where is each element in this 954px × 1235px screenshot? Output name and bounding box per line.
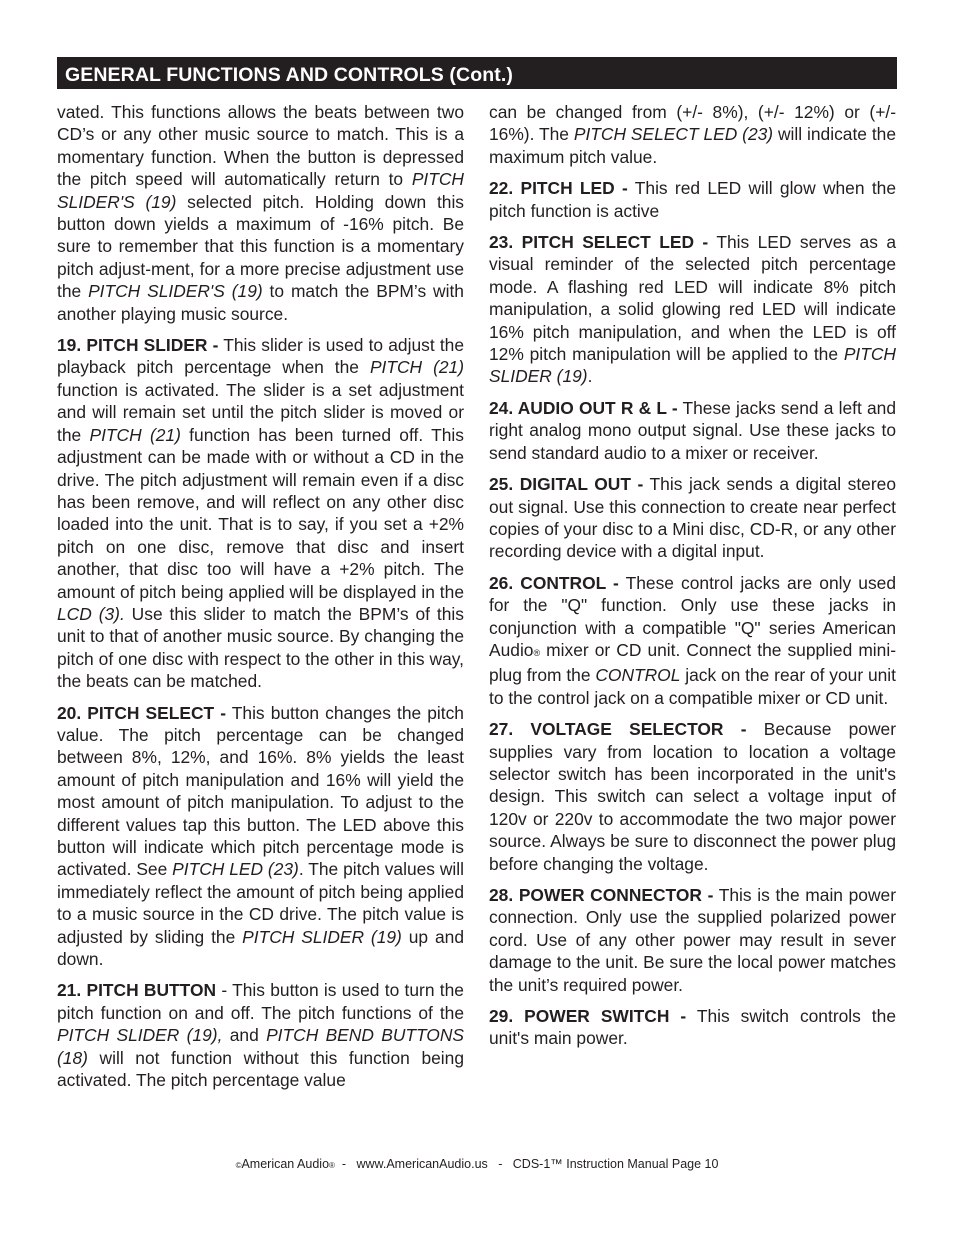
page-footer	[0, 1157, 954, 1171]
copyright-mark: ©	[235, 1161, 242, 1170]
paragraph-pitch-select: 20. PITCH SELECT - This button changes the pitch value. The pitch percentage can be changed between 8%, 12%, and 16%. 8% yields the least amount of pitch manipulation and 16% will yield the most amount of pitch manipulation. To adjust to the different values tap this button. The LED above this button will indicate which pitch percentage mode is activated. See PITCH LED (23). The pitch values will immediately reflect the amount of pitch being applied to a music source in the CD drive. The pitch value is adjusted by sliding the PITCH SLIDER (19) up and down.	[57, 702, 465, 970]
paragraph-pitch-button-continued: can be changed from (+/- 8%), (+/- 12%) or (+/- 16%). The PITCH SELECT LED (23) will indicate the maximum pitch value.	[489, 102, 897, 167]
paragraph-pitch-slider: 19. PITCH SLIDER - This slider is used to adjust the playback pitch percentage when the PITCH (21) function is activated. The slider is a set adjustment and will remain set until the pitch slider is moved or the PITCH (21) function has been turned off. This adjustment can be made with or without a CD in the drive. The pitch adjustment will remain even if a disc has been remove, and will reflect on any other disc loaded into the unit. That is to say, if you set a +2% pitch on one disc, remove that disc and insert another, that disc too will have a +2% pitch. The amount of pitch being applied will be displayed in the LCD (3). Use this slider to match the BPM’s of this unit to that of another music source. By changing the pitch of one disc with respect to the other in this way, the beats can be matched.	[57, 335, 464, 692]
item-heading: 19. PITCH SLIDER -	[57, 335, 219, 356]
registered-mark: ®	[533, 647, 541, 658]
paragraph-voltage-selector: 27. VOLTAGE SELECTOR - Because power supplies vary from location to location a voltage selector switch has been incorporated in the unit's design. This switch can select a voltage input of 120v or 220v to accommodate the two major power source. Always be sure to disconnect the power plug before changing the voltage.	[489, 719, 896, 874]
footer-text: - www.AmericanAudio.us - CDS-1™ Instruction Manual Page 10	[334, 1157, 719, 1171]
paragraph-audio-out: 24. AUDIO OUT R & L - These jacks send a left and right analog mono output signal. Use these jacks to send standard audio to a mixer or receiver.	[489, 397, 896, 463]
paragraph-pitch-select-led: 23. PITCH SELECT LED - This LED serves as a visual reminder of the selected pitch percentage mode. A flashing red LED will indicate 8% pitch manipulation, a solid glowing red LED will indicate 16% pitch manipulation, and when the LED is off 12% pitch manipulation will be applied to the PITCH SLIDER (19).	[489, 232, 896, 387]
item-heading: 29. POWER SWITCH -	[489, 1006, 687, 1027]
item-heading: 22. PITCH LED -	[489, 178, 628, 199]
item-heading: 23. PITCH SELECT LED -	[489, 232, 709, 253]
item-heading: 26. CONTROL -	[489, 572, 619, 593]
left-column	[57, 101, 464, 1100]
right-column	[489, 101, 896, 1059]
footer-brand: American Audio	[241, 1157, 330, 1171]
item-heading: 20. PITCH SELECT -	[57, 702, 226, 723]
section-header	[57, 57, 897, 89]
registered-mark: ®	[329, 1161, 335, 1170]
paragraph-digital-out: 25. DIGITAL OUT - This jack sends a digital stereo out signal. Use this connection to create near perfect copies of your disc to a Mini disc, CD-R, or any other recording device with a digital input.	[489, 474, 896, 562]
paragraph-control: 26. CONTROL - These control jacks are only used for the "Q" function. Only use these jacks in conjunction with a compatible "Q" series American Audio® mixer or CD unit. Connect the supplied mini-plug from the CONTROL jack on the rear of your unit to the control jack on a compatible mixer or CD unit.	[489, 572, 896, 708]
item-heading: 24. AUDIO OUT R & L -	[489, 397, 678, 418]
paragraph-power-switch: 29. POWER SWITCH - This switch controls the unit's main power.	[489, 1006, 896, 1049]
item-heading: 25. DIGITAL OUT -	[489, 474, 644, 495]
item-heading: 27. VOLTAGE SELECTOR -	[489, 719, 747, 740]
paragraph-pitch-led: 22. PITCH LED - This red LED will glow when the pitch function is active	[489, 178, 896, 221]
paragraph-power-connector: 28. POWER CONNECTOR - This is the main power connection. Only use the supplied polarized power cord. Use of any other power may result in sever damage to the unit. Be sure the local power matches the unit’s required power.	[489, 885, 896, 995]
paragraph-continued: vated. This functions allows the beats between two CD’s or any other music source to match. This is a momentary function. When the button is depressed the pitch speed will automatically return to PITCH SLIDER'S (19) selected pitch. Holding down this button down yields a maximum of -16% pitch. Be sure to remember that this function is a momentary pitch adjust-ment, for a more precise adjustment use the PITCH SLIDER'S (19) to match the BPM’s with another playing music source.	[57, 102, 465, 324]
section-title: GENERAL FUNCTIONS AND CONTROLS (Cont.)	[65, 64, 513, 86]
paragraph-pitch-button: 21. PITCH BUTTON - This button is used to turn the pitch function on and off. The pitch functions of the PITCH SLIDER (19), and PITCH BEND BUTTONS (18) will not function without this function being activated. The pitch percentage value	[57, 980, 464, 1091]
item-heading: 21. PITCH BUTTON	[57, 980, 217, 1001]
item-heading: 28. POWER CONNECTOR -	[489, 885, 714, 905]
